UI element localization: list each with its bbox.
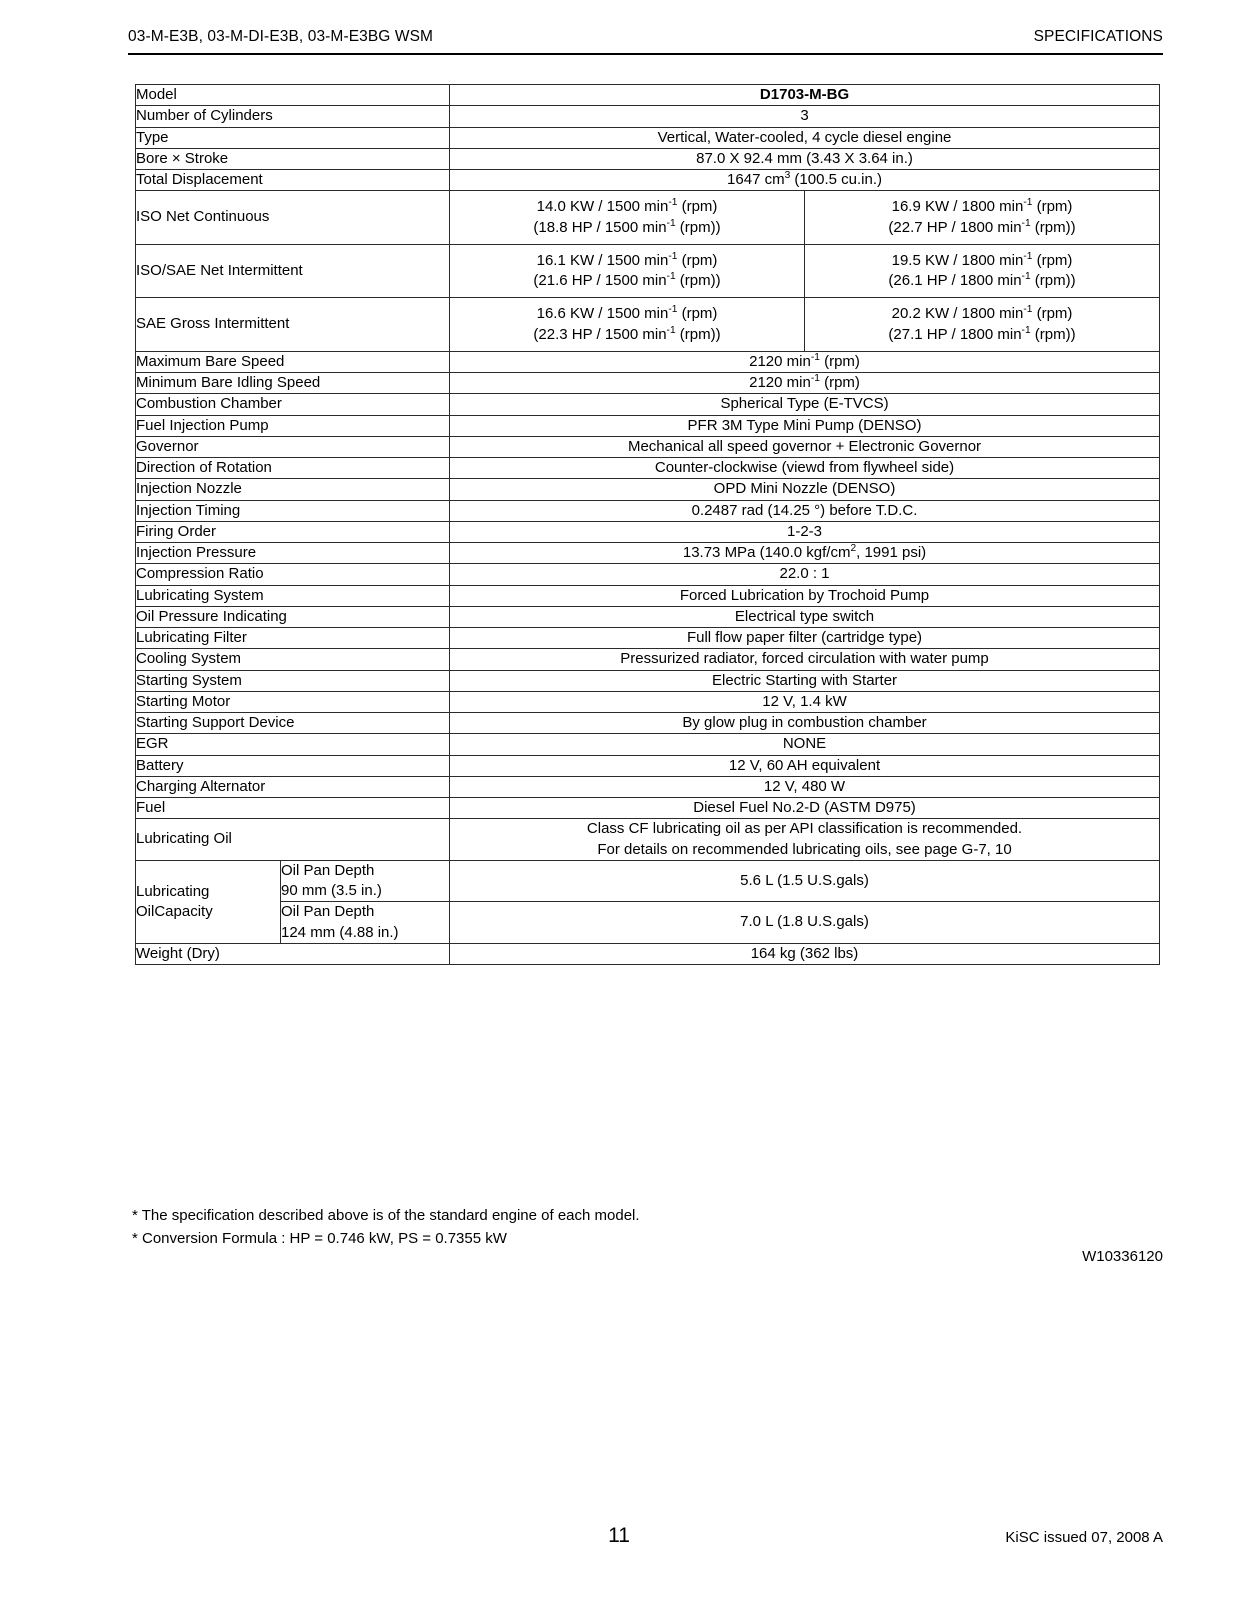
spec-value-1500rpm: 16.6 KW / 1500 $\min^{-1} (rpm)$ (22.3 HP / 1500 $\min^{-1} (rpm)$) [450,298,805,352]
spec-label: Firing Order [136,521,450,542]
table-row [136,819,1160,861]
spec-value: 13.73 MPa (140.0 kgf/$cm^2$, 1991 psi) [450,543,1160,564]
spec-value: Forced Lubrication by Trochoid Pump [450,585,1160,606]
spec-label: Lubricating System [136,585,450,606]
table-row [136,776,1160,797]
table-row [136,436,1160,457]
spec-label: Lubricating Filter [136,628,450,649]
table-row [136,798,1160,819]
spec-value: OPD Mini Nozzle (DENSO) [450,479,1160,500]
table-row [136,373,1160,394]
table-footnotes [132,1204,640,1251]
spec-value: PFR 3M Type Mini Pump (DENSO) [450,415,1160,436]
spec-label: Starting System [136,670,450,691]
spec-value: Pressurized radiator, forced circulation with water pump [450,649,1160,670]
spec-label: Weight (Dry) [136,943,450,964]
oil-pan-depth-label: Oil Pan Depth 124 mm (4.88 in.) [281,902,450,944]
spec-label: Direction of Rotation [136,458,450,479]
spec-value: 12 V, 480 W [450,776,1160,797]
spec-value: 164 kg (362 lbs) [450,943,1160,964]
spec-label: Oil Pressure Indicating [136,606,450,627]
spec-label: Charging Alternator [136,776,450,797]
table-row [136,691,1160,712]
header-divider-rule [128,53,1163,55]
footnote-line: * The specification described above is of the standard engine of each model. [132,1207,640,1224]
spec-value: 0.2487 rad (14.25 °) before T.D.C. [450,500,1160,521]
spec-value: 3 [450,106,1160,127]
table-row [136,543,1160,564]
document-code: W10336120 [1082,1248,1163,1265]
footer-issued-note: KiSC issued 07, 2008 A [1005,1529,1163,1546]
spec-label: Lubricating Oil [136,819,450,861]
header-model-codes: 03-M-E3B, 03-M-DI-E3B, 03-M-E3BG WSM [128,28,434,45]
spec-value-1800rpm: 16.9 KW / 1800 $\min^{-1} (rpm)$ (22.7 HP / 1800 $\min^{-1} (rpm)$) [805,191,1160,245]
table-row [136,606,1160,627]
spec-label: SAE Gross Intermittent [136,298,450,352]
table-row [136,170,1160,191]
spec-value-1800rpm: 19.5 KW / 1800 $\min^{-1} (rpm)$ (26.1 HP / 1800 $\min^{-1} (rpm)$) [805,244,1160,298]
table-row [136,479,1160,500]
spec-value: Diesel Fuel No.2-D (ASTM D975) [450,798,1160,819]
table-row [136,85,1160,106]
engine-specification-table [135,84,1160,965]
spec-label: Injection Nozzle [136,479,450,500]
spec-label: Fuel [136,798,450,819]
spec-label: Fuel Injection Pump [136,415,450,436]
spec-value: By glow plug in combustion chamber [450,713,1160,734]
table-row [136,649,1160,670]
spec-value: 2120 $\min^{-1} (rpm)$ [450,351,1160,372]
spec-value: 1-2-3 [450,521,1160,542]
spec-label: Compression Ratio [136,564,450,585]
spec-label: EGR [136,734,450,755]
spec-value-1500rpm: 14.0 KW / 1500 $\min^{-1} (rpm)$ (18.8 HP / 1500 $\min^{-1} (rpm)$) [450,191,805,245]
table-row [136,191,1160,245]
table-row [136,755,1160,776]
spec-value: Class CF lubricating oil as per API classification is recommended. For details on recommended lubricating oils, see page G-7, 10 [450,819,1160,861]
table-row [136,127,1160,148]
spec-label: Model [136,85,450,106]
table-row [136,298,1160,352]
spec-label: Starting Support Device [136,713,450,734]
spec-value: 87.0 X 92.4 mm (3.43 X 3.64 in.) [450,148,1160,169]
spec-value: D1703-M-BG [450,85,1160,106]
table-row [136,670,1160,691]
table-row [136,860,1160,902]
table-row [136,585,1160,606]
table-row [136,628,1160,649]
spec-label: Governor [136,436,450,457]
oil-capacity-value: 5.6 L (1.5 U.S.gals) [450,860,1160,902]
spec-label: Battery [136,755,450,776]
spec-value: Full flow paper filter (cartridge type) [450,628,1160,649]
header-section-title: SPECIFICATIONS [1033,28,1163,45]
table-row [136,351,1160,372]
table-row [136,713,1160,734]
table-row [136,415,1160,436]
spec-value: Spherical Type (E-TVCS) [450,394,1160,415]
spec-value: Counter-clockwise (viewd from flywheel side) [450,458,1160,479]
spec-value: 22.0 : 1 [450,564,1160,585]
oil-capacity-value: 7.0 L (1.8 U.S.gals) [450,902,1160,944]
spec-label-oil-capacity: Lubricating OilCapacity [136,860,281,943]
spec-table-body [136,85,1160,965]
spec-label: Bore × Stroke [136,148,450,169]
spec-value: 12 V, 60 AH equivalent [450,755,1160,776]
table-row [136,148,1160,169]
table-row [136,458,1160,479]
table-row [136,500,1160,521]
spec-label: Combustion Chamber [136,394,450,415]
table-row [136,902,1160,944]
spec-label: Type [136,127,450,148]
spec-label: ISO/SAE Net Intermittent [136,244,450,298]
spec-value: Mechanical all speed governor + Electronic Governor [450,436,1160,457]
spec-label: Cooling System [136,649,450,670]
footnote-line: * Conversion Formula : HP = 0.746 kW, PS = 0.7355 kW [132,1230,507,1248]
spec-value: 1647 $cm^3$ (100.5 cu.in.) [450,170,1160,191]
spec-value: 2120 $\min^{-1} (rpm)$ [450,373,1160,394]
spec-value: Vertical, Water-cooled, 4 cycle diesel engine [450,127,1160,148]
spec-label: Minimum Bare Idling Speed [136,373,450,394]
spec-label: ISO Net Continuous [136,191,450,245]
table-row [136,521,1160,542]
spec-value: 12 V, 1.4 kW [450,691,1160,712]
spec-value-1800rpm: 20.2 KW / 1800 $\min^{-1} (rpm)$ (27.1 HP / 1800 $\min^{-1} (rpm)$) [805,298,1160,352]
spec-label: Total Displacement [136,170,450,191]
table-row [136,244,1160,298]
spec-value: Electric Starting with Starter [450,670,1160,691]
spec-value: NONE [450,734,1160,755]
spec-value: Electrical type switch [450,606,1160,627]
table-row [136,564,1160,585]
table-row [136,943,1160,964]
table-row [136,394,1160,415]
spec-value-1500rpm: 16.1 KW / 1500 $\min^{-1} (rpm)$ (21.6 HP / 1500 $\min^{-1} (rpm)$) [450,244,805,298]
spec-label: Starting Motor [136,691,450,712]
spec-label: Number of Cylinders [136,106,450,127]
table-row [136,106,1160,127]
table-row [136,734,1160,755]
spec-label: Maximum Bare Speed [136,351,450,372]
oil-pan-depth-label: Oil Pan Depth 90 mm (3.5 in.) [281,860,450,902]
spec-label: Injection Pressure [136,543,450,564]
page-number: 11 [608,1524,630,1547]
spec-label: Injection Timing [136,500,450,521]
running-header [128,28,1163,46]
